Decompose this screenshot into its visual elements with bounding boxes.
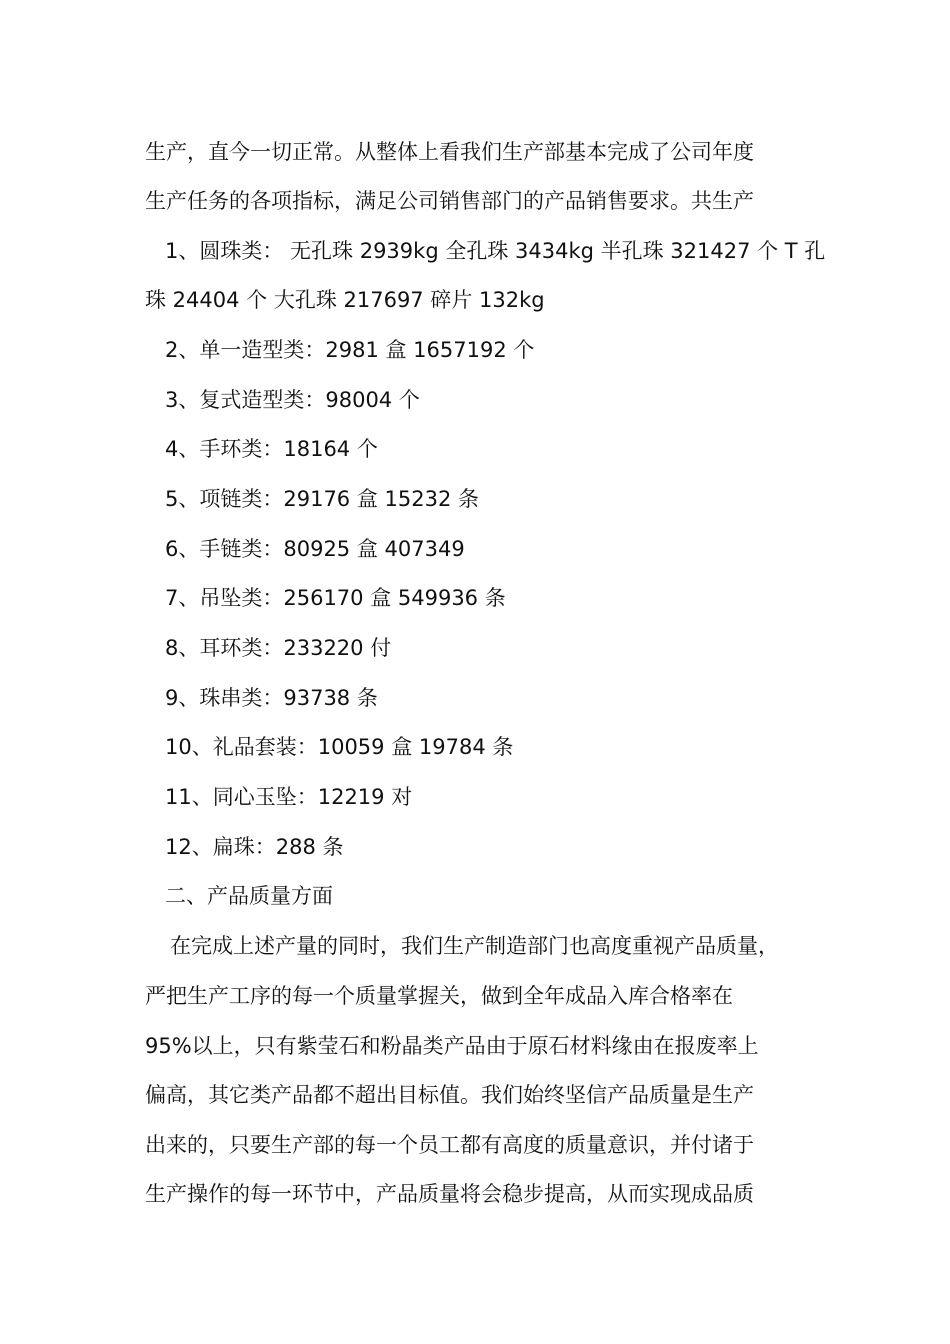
paragraph-line: 生产任务的各项指标，满足公司销售部门的产品销售要求。共生产 xyxy=(145,189,754,213)
list-item: 11、同心玉坠：12219 对 xyxy=(165,785,413,809)
paragraph-line: 出来的，只要生产部的每一个员工都有高度的质量意识，并付诸于 xyxy=(145,1133,754,1157)
list-item: 2、单一造型类：2981 盒 1657192 个 xyxy=(165,338,535,362)
section-heading: 二、产品质量方面 xyxy=(165,884,333,908)
paragraph-line: 生产操作的每一环节中，产品质量将会稳步提高，从而实现成品质 xyxy=(145,1182,754,1206)
paragraph-line: 95%以上，只有紫莹石和粉晶类产品由于原石材料缘由在报废率上 xyxy=(145,1034,759,1058)
paragraph-line: 在完成上述产量的同时，我们生产制造部门也高度重视产品质量， xyxy=(170,934,779,958)
list-item: 4、手环类：18164 个 xyxy=(165,437,378,461)
paragraph-line: 严把生产工序的每一个质量掌握关，做到全年成品入库合格率在 xyxy=(145,984,733,1008)
list-item: 9、珠串类：93738 条 xyxy=(165,686,378,710)
list-item: 6、手链类：80925 盒 407349 xyxy=(165,537,465,561)
list-item: 8、耳环类：233220 付 xyxy=(165,636,392,660)
list-item: 12、扁珠：288 条 xyxy=(165,835,344,859)
list-item-beads: 1、圆珠类： 无孔珠 2939kg 全孔珠 3434kg 半孔珠 321427 个 T 孔 xyxy=(165,239,826,263)
list-item: 3、复式造型类：98004 个 xyxy=(165,388,420,412)
list-item: 7、吊坠类：256170 盒 549936 条 xyxy=(165,586,506,610)
paragraph-line: 偏高，其它类产品都不超出目标值。我们始终坚信产品质量是生产 xyxy=(145,1083,754,1107)
paragraph-line: 生产，直今一切正常。从整体上看我们生产部基本完成了公司年度 xyxy=(145,140,754,164)
list-item-beads-continued: 珠 24404 个 大孔珠 217697 碎片 132kg xyxy=(145,288,545,312)
list-item: 10、礼品套装：10059 盒 19784 条 xyxy=(165,735,514,759)
list-item: 5、项链类：29176 盒 15232 条 xyxy=(165,487,479,511)
